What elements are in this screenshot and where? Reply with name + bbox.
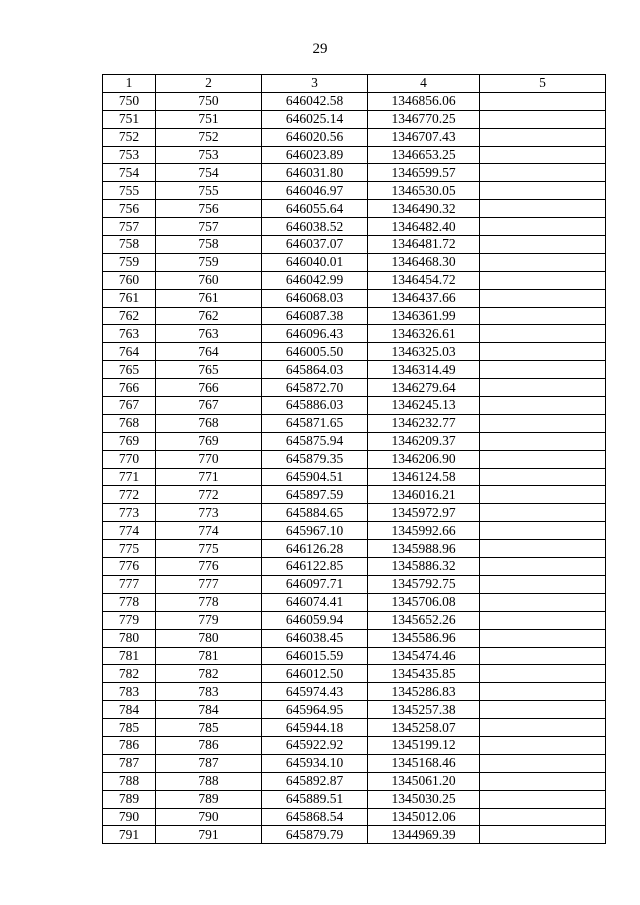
table-cell: 787 (156, 754, 262, 772)
table-cell: 769 (103, 432, 156, 450)
table-cell: 763 (103, 325, 156, 343)
table-cell (480, 92, 606, 110)
table-cell: 760 (156, 271, 262, 289)
table-cell: 789 (156, 790, 262, 808)
table-row (103, 593, 606, 611)
table-cell (480, 575, 606, 593)
table-cell: 646038.45 (262, 629, 368, 647)
table-cell: 755 (103, 182, 156, 200)
table-cell: 1345706.08 (368, 593, 480, 611)
table-cell: 1346437.66 (368, 289, 480, 307)
table-cell: 646046.97 (262, 182, 368, 200)
table-cell: 1346325.03 (368, 343, 480, 361)
table-cell: 1345474.46 (368, 647, 480, 665)
table-cell (480, 110, 606, 128)
table-cell: 1345792.75 (368, 575, 480, 593)
table-cell (480, 128, 606, 146)
table-cell: 646096.43 (262, 325, 368, 343)
table-cell: 645875.94 (262, 432, 368, 450)
table-row (103, 361, 606, 379)
table-cell (480, 236, 606, 254)
table-cell: 646023.89 (262, 146, 368, 164)
table-cell: 1345652.26 (368, 611, 480, 629)
table-cell: 646055.64 (262, 200, 368, 218)
table-cell: 645879.79 (262, 826, 368, 844)
table-cell: 1346454.72 (368, 271, 480, 289)
table-cell: 760 (103, 271, 156, 289)
table-cell: 1346707.43 (368, 128, 480, 146)
table-cell: 767 (103, 397, 156, 415)
table-cell: 645864.03 (262, 361, 368, 379)
column-header: 2 (156, 75, 262, 93)
table-cell (480, 611, 606, 629)
table-cell: 646040.01 (262, 253, 368, 271)
table-cell (480, 414, 606, 432)
table-cell: 783 (103, 683, 156, 701)
table-cell: 646097.71 (262, 575, 368, 593)
table-row (103, 683, 606, 701)
table-cell: 1345886.32 (368, 558, 480, 576)
table-cell: 1345258.07 (368, 719, 480, 737)
table-cell: 1345988.96 (368, 540, 480, 558)
table-cell (480, 736, 606, 754)
table-cell (480, 593, 606, 611)
table-cell: 751 (156, 110, 262, 128)
table-row (103, 236, 606, 254)
table-row (103, 826, 606, 844)
table-cell (480, 665, 606, 683)
table-cell: 1345435.85 (368, 665, 480, 683)
table-cell: 646068.03 (262, 289, 368, 307)
table-cell: 1346490.32 (368, 200, 480, 218)
table-cell: 754 (156, 164, 262, 182)
table-cell: 645967.10 (262, 522, 368, 540)
table-row (103, 754, 606, 772)
table-cell: 787 (103, 754, 156, 772)
table-cell: 754 (103, 164, 156, 182)
table-cell (480, 361, 606, 379)
table-cell (480, 790, 606, 808)
table-cell: 780 (103, 629, 156, 647)
table-cell: 761 (103, 289, 156, 307)
table-cell: 1346481.72 (368, 236, 480, 254)
table-cell: 788 (156, 772, 262, 790)
table-cell: 645884.65 (262, 504, 368, 522)
table-cell: 1345168.46 (368, 754, 480, 772)
table-cell (480, 164, 606, 182)
table-cell: 1345586.96 (368, 629, 480, 647)
table-cell: 758 (103, 236, 156, 254)
table-cell: 645934.10 (262, 754, 368, 772)
table-row (103, 289, 606, 307)
table-cell: 777 (156, 575, 262, 593)
table-cell: 1346209.37 (368, 432, 480, 450)
table-cell: 1346245.13 (368, 397, 480, 415)
table-cell: 1346206.90 (368, 450, 480, 468)
table-cell: 753 (103, 146, 156, 164)
table-cell (480, 486, 606, 504)
table-cell: 782 (103, 665, 156, 683)
table-cell: 645897.59 (262, 486, 368, 504)
table-cell (480, 182, 606, 200)
table-cell: 766 (103, 379, 156, 397)
table-cell: 759 (156, 253, 262, 271)
table-cell: 766 (156, 379, 262, 397)
table-row (103, 665, 606, 683)
table-cell (480, 772, 606, 790)
table-cell (480, 647, 606, 665)
table-cell: 645889.51 (262, 790, 368, 808)
table-row (103, 540, 606, 558)
table-cell: 761 (156, 289, 262, 307)
table-cell: 775 (156, 540, 262, 558)
table-row (103, 200, 606, 218)
table-cell: 783 (156, 683, 262, 701)
table-cell (480, 540, 606, 558)
table-cell (480, 307, 606, 325)
table-cell: 774 (103, 522, 156, 540)
table-cell: 775 (103, 540, 156, 558)
table-cell: 1346653.25 (368, 146, 480, 164)
table-cell: 645886.03 (262, 397, 368, 415)
table-cell: 781 (103, 647, 156, 665)
table-row (103, 432, 606, 450)
table-cell: 789 (103, 790, 156, 808)
table-cell: 1345030.25 (368, 790, 480, 808)
table-row (103, 325, 606, 343)
table-row (103, 808, 606, 826)
table-cell: 645904.51 (262, 468, 368, 486)
table-cell: 645944.18 (262, 719, 368, 737)
table-cell (480, 343, 606, 361)
table-cell: 646059.94 (262, 611, 368, 629)
table-cell: 1345257.38 (368, 701, 480, 719)
table-cell: 645871.65 (262, 414, 368, 432)
table-cell: 1344969.39 (368, 826, 480, 844)
table-cell: 1346856.06 (368, 92, 480, 110)
table-cell: 1346232.77 (368, 414, 480, 432)
table-cell: 765 (156, 361, 262, 379)
table-cell: 767 (156, 397, 262, 415)
table-row (103, 253, 606, 271)
table-cell (480, 754, 606, 772)
table-cell: 646087.38 (262, 307, 368, 325)
page-number: 29 (312, 41, 328, 57)
table-row (103, 629, 606, 647)
table-cell: 786 (103, 736, 156, 754)
table-cell: 1345199.12 (368, 736, 480, 754)
table-cell (480, 629, 606, 647)
table-cell: 755 (156, 182, 262, 200)
table-row (103, 611, 606, 629)
table-cell: 779 (156, 611, 262, 629)
table-cell: 646037.07 (262, 236, 368, 254)
table-cell: 784 (103, 701, 156, 719)
table-cell: 756 (156, 200, 262, 218)
table-cell: 645879.35 (262, 450, 368, 468)
table-cell: 776 (103, 558, 156, 576)
table-cell (480, 468, 606, 486)
table-cell: 1346468.30 (368, 253, 480, 271)
table-cell: 1345286.83 (368, 683, 480, 701)
table-row (103, 647, 606, 665)
table-cell (480, 826, 606, 844)
table-cell (480, 200, 606, 218)
table-row (103, 701, 606, 719)
table-cell: 788 (103, 772, 156, 790)
table-cell: 778 (103, 593, 156, 611)
table-cell: 646038.52 (262, 218, 368, 236)
table-cell: 776 (156, 558, 262, 576)
table-row (103, 468, 606, 486)
table-cell: 1346314.49 (368, 361, 480, 379)
table-row (103, 397, 606, 415)
table-cell: 790 (103, 808, 156, 826)
table-cell: 768 (156, 414, 262, 432)
table-cell: 757 (103, 218, 156, 236)
table-cell: 646005.50 (262, 343, 368, 361)
table-cell: 752 (103, 128, 156, 146)
table-row (103, 558, 606, 576)
table-cell: 753 (156, 146, 262, 164)
table-cell: 1346599.57 (368, 164, 480, 182)
table-cell: 646015.59 (262, 647, 368, 665)
table-row (103, 307, 606, 325)
table-row (103, 343, 606, 361)
table-cell: 765 (103, 361, 156, 379)
table-cell: 770 (103, 450, 156, 468)
table-cell (480, 450, 606, 468)
table-cell (480, 271, 606, 289)
table-cell: 778 (156, 593, 262, 611)
table-cell: 785 (103, 719, 156, 737)
table-cell: 1346326.61 (368, 325, 480, 343)
table-cell (480, 146, 606, 164)
table-row (103, 522, 606, 540)
table-cell (480, 808, 606, 826)
table-cell: 757 (156, 218, 262, 236)
table-cell: 779 (103, 611, 156, 629)
table-cell: 646074.41 (262, 593, 368, 611)
table-cell (480, 522, 606, 540)
table-cell: 1346361.99 (368, 307, 480, 325)
table-cell: 646042.58 (262, 92, 368, 110)
table-cell: 768 (103, 414, 156, 432)
table-cell (480, 325, 606, 343)
table-cell: 764 (156, 343, 262, 361)
table-cell: 645868.54 (262, 808, 368, 826)
table-row (103, 504, 606, 522)
table-cell: 786 (156, 736, 262, 754)
table-cell: 646122.85 (262, 558, 368, 576)
table-row (103, 182, 606, 200)
table-cell: 772 (103, 486, 156, 504)
table-cell: 645964.95 (262, 701, 368, 719)
table-cell: 1345992.66 (368, 522, 480, 540)
table-row (103, 414, 606, 432)
table-cell: 1345972.97 (368, 504, 480, 522)
table-cell (480, 218, 606, 236)
column-header: 4 (368, 75, 480, 93)
table-cell: 764 (103, 343, 156, 361)
table-cell (480, 719, 606, 737)
column-header: 1 (103, 75, 156, 93)
table-cell: 782 (156, 665, 262, 683)
table-cell: 774 (156, 522, 262, 540)
table-row (103, 450, 606, 468)
table-cell: 771 (103, 468, 156, 486)
table-cell: 646042.99 (262, 271, 368, 289)
table-cell: 780 (156, 629, 262, 647)
table-cell: 773 (103, 504, 156, 522)
table-cell: 646020.56 (262, 128, 368, 146)
table-cell: 1345061.20 (368, 772, 480, 790)
table-row (103, 486, 606, 504)
table-cell: 790 (156, 808, 262, 826)
table-cell: 772 (156, 486, 262, 504)
table-cell: 646031.80 (262, 164, 368, 182)
table-row (103, 271, 606, 289)
table-cell (480, 558, 606, 576)
table-cell: 763 (156, 325, 262, 343)
table-cell: 785 (156, 719, 262, 737)
table-cell: 646012.50 (262, 665, 368, 683)
table-row (103, 575, 606, 593)
table-cell: 759 (103, 253, 156, 271)
table-cell: 1345012.06 (368, 808, 480, 826)
table-cell (480, 683, 606, 701)
column-header: 5 (480, 75, 606, 93)
table-cell (480, 504, 606, 522)
table-cell (480, 253, 606, 271)
table-cell: 781 (156, 647, 262, 665)
table-row (103, 379, 606, 397)
table-header-row (103, 75, 606, 93)
table-cell: 645922.92 (262, 736, 368, 754)
table-row (103, 164, 606, 182)
table-cell: 1346016.21 (368, 486, 480, 504)
table-cell (480, 432, 606, 450)
table-cell: 1346124.58 (368, 468, 480, 486)
table-cell: 770 (156, 450, 262, 468)
table-cell: 769 (156, 432, 262, 450)
table-cell: 758 (156, 236, 262, 254)
table-cell (480, 289, 606, 307)
table-body (103, 92, 606, 843)
table-cell: 646126.28 (262, 540, 368, 558)
table-row (103, 92, 606, 110)
table-cell (480, 379, 606, 397)
table-cell: 1346279.64 (368, 379, 480, 397)
table-row (103, 790, 606, 808)
table-cell: 762 (156, 307, 262, 325)
table-row (103, 772, 606, 790)
table-cell: 645892.87 (262, 772, 368, 790)
table-cell: 791 (103, 826, 156, 844)
table-cell (480, 397, 606, 415)
table-cell: 762 (103, 307, 156, 325)
table-cell: 771 (156, 468, 262, 486)
column-header: 3 (262, 75, 368, 93)
table-cell: 750 (156, 92, 262, 110)
table-cell: 773 (156, 504, 262, 522)
table-cell: 1346770.25 (368, 110, 480, 128)
table-row (103, 719, 606, 737)
table-cell: 784 (156, 701, 262, 719)
table-cell: 646025.14 (262, 110, 368, 128)
table-cell: 752 (156, 128, 262, 146)
table-cell: 645974.43 (262, 683, 368, 701)
table-cell: 791 (156, 826, 262, 844)
table-cell: 645872.70 (262, 379, 368, 397)
table-cell: 1346482.40 (368, 218, 480, 236)
table-cell: 1346530.05 (368, 182, 480, 200)
table-cell: 750 (103, 92, 156, 110)
coordinates-table (102, 74, 606, 844)
table-row (103, 218, 606, 236)
table-row (103, 110, 606, 128)
table-cell: 777 (103, 575, 156, 593)
table-cell: 751 (103, 110, 156, 128)
table-cell (480, 701, 606, 719)
table-row (103, 128, 606, 146)
table-cell: 756 (103, 200, 156, 218)
table-row (103, 736, 606, 754)
table-row (103, 146, 606, 164)
